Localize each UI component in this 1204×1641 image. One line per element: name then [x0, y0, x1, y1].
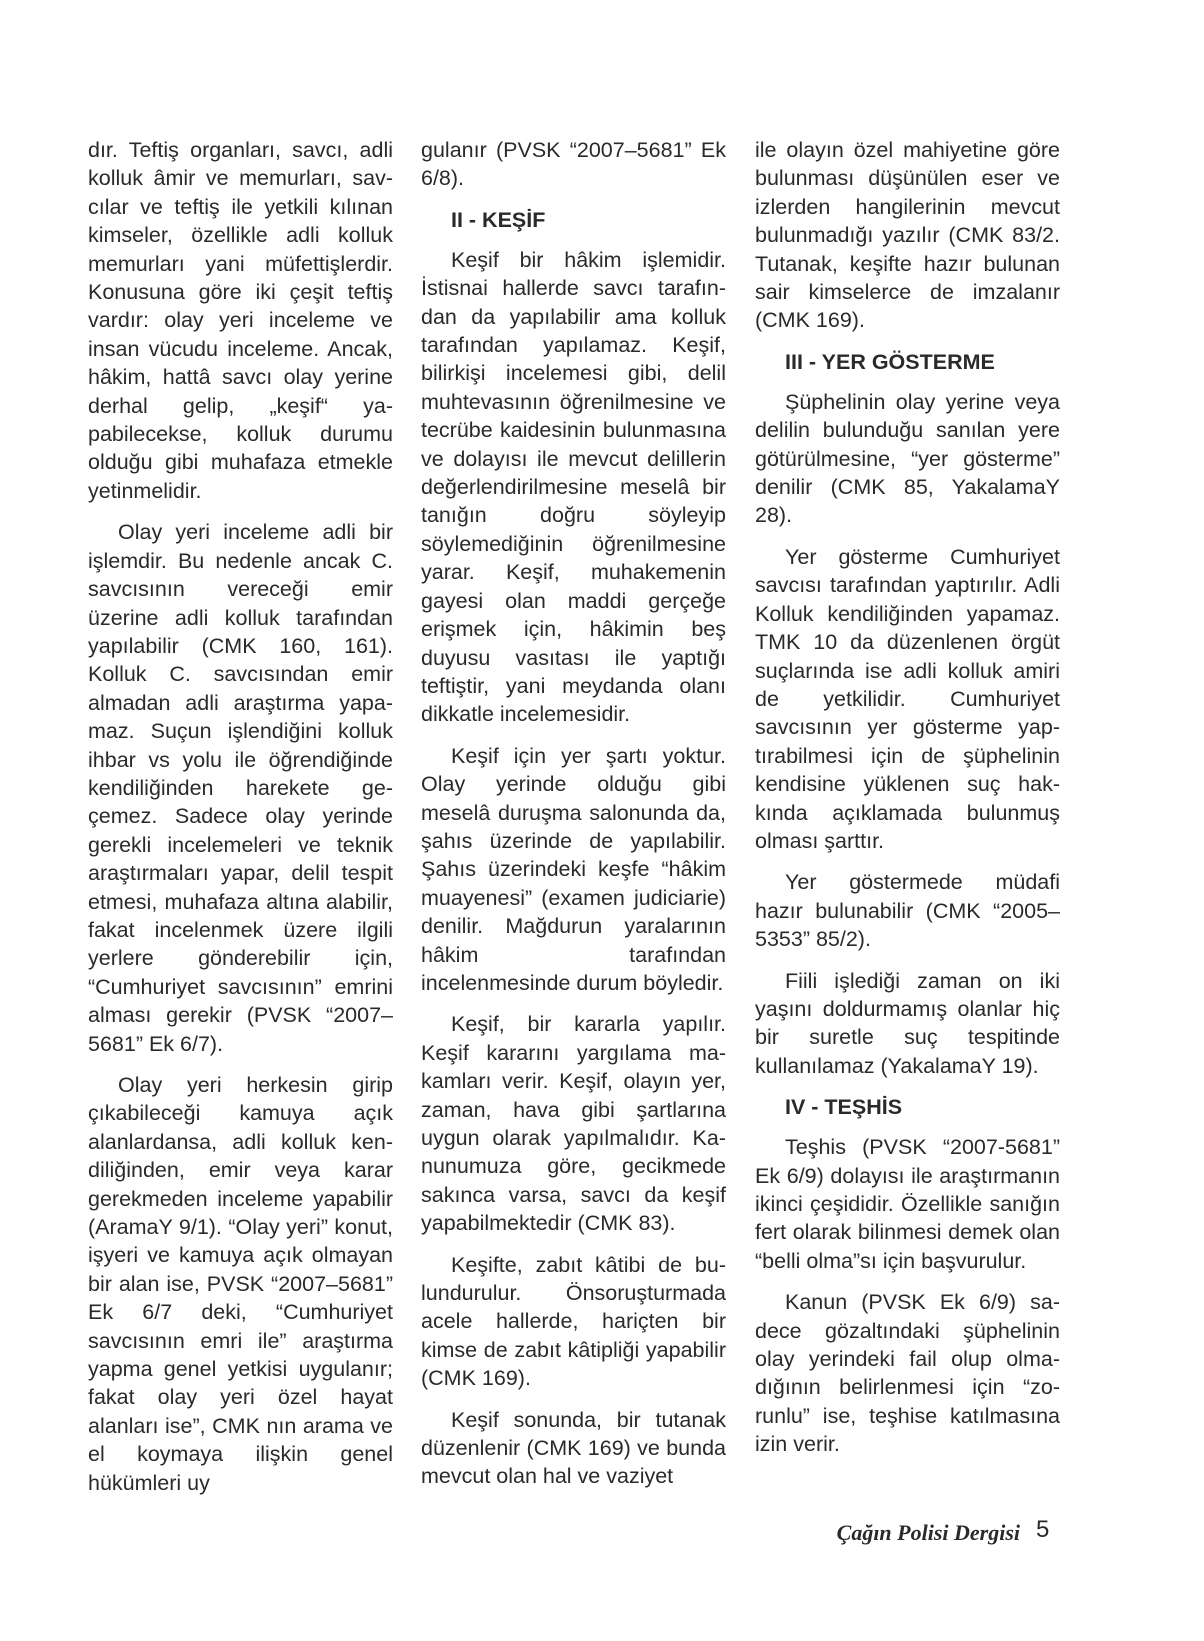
paragraph: Kanun (PVSK Ek 6/9) sadece gözaltındaki şüphelinin olay yerindeki fail olup olmadığının belirlenmesi için “zorunlu” ise, teşhise katılmasına izin verir. — [755, 1290, 1060, 1457]
paragraph: Keşif bir hâkim işlemidir. İstisnai hallerde savcı tarafından da yapılabilir ama kolluk tarafından yapılamaz. Keşif, bilirkişi incelemesi gibi, delil muhtevasının öğrenilmesine ve tecrübe kaidesinin bulunmasına ve dolayısı ile mevcut delillerin değerlendirilmesine meselâ bir tanığın doğru söyleyip söylemediğinin öğrenilmesine yarar. Keşif, muhakemenin gayesi olan maddi gerçeğe erişmek için, hâkimin beş duyusu vasıtası ile yaptığı teftiştir, yani meydanda olanı dikkatle incelemesidir. — [421, 247, 726, 727]
section-heading-teshis: IV - TEŞHİS — [785, 1095, 903, 1120]
paragraph: Olay yeri inceleme adli bir işlemdir. Bu nedenle ancak C. savcısının vereceği emir üzerine adli kolluk tarafından yapılabilir (CMK 160, 161). Kolluk C. savcısından emir almadan adli araştırma yapamaz. Suçun işlendiğini kolluk ihbar vs yolu ile öğrendiğinde kendiliğinden harekete geçemez. Sadece olay yerinde gerekli incelemeleri ve teknik araştırmaları yapar, delil tespit etmesi, muhafaza altına alabilir, fakat incelenmek üzere ilgili yerlere gönderebilir için, “Cumhuriyet savcısının” emrini alması gerekir (PVSK “2007–5681” Ek 6/7). — [88, 520, 393, 1056]
page-number: 5 — [1036, 1516, 1050, 1543]
paragraph: Olay yeri herkesin girip çıkabileceği kamuya açık alanlardansa, adli kolluk kendiliğinden, emir veya karar gerekmeden inceleme yapabilir (AramaY 9/1). “Olay yeri” konut, işyeri ve kamuya açık olmayan bir alan ise, PVSK “2007–5681” Ek 6/7 deki, “Cumhuriyet savcısının emri ile” araştırma yapma genel yetkisi uygulanır; fakat olay yeri özel hayat alanları ise”, CMK nın arama ve el koymaya ilişkin genel hükümleri uy — [88, 1073, 393, 1495]
paragraph: Yer gösterme Cumhuriyet savcısı tarafından yaptırılır. Adli Kolluk kendiliğinden yapamaz. TMK 10 da düzenlenen örgüt suçlarında ise adli kolluk amiri de yetkilidir. Cumhuriyet savcısının yer gösterme yaptırabilmesi için de şüphelinin kendisine yüklenen suç hakkında açıklamada bulunmuş olması şarttır. — [755, 544, 1060, 853]
journal-title: Çağın Polisi Dergisi — [836, 1520, 1020, 1545]
text-column-1 — [88, 136, 393, 1510]
section-heading-yer-gosterme: III - YER GÖSTERME — [785, 349, 995, 374]
paragraph: Yer göstermede müdafi hazır bulunabilir (CMK “2005–5353” 85/2). — [755, 870, 1060, 952]
paragraph: ile olayın özel mahiyetine göre bulunması düşünülen eser ve izlerden hangilerinin mevcut bulunmadığı yazılır (CMK 83/2. Tutanak, keşifte hazır bulunan sair kimselerce de imzalanır (CMK 169). — [755, 138, 1060, 333]
paragraph: Fiili işlediği zaman on iki yaşını doldurmamış olanlar hiç bir suretle suç tespitinde kullanılamaz (YakalamaY 19). — [755, 968, 1060, 1078]
paragraph: gulanır (PVSK “2007–5681” Ek 6/8). — [421, 138, 726, 191]
text-column-2 — [421, 136, 726, 1504]
paragraph: Keşif için yer şartı yoktur. Olay yerinde olduğu gibi meselâ duruşma salonunda da, şahıs üzerinde de yapılabilir. Şahıs üzerindeki keşfe “hâkim muayenesi” (examen judiciarie) denilir. Mağdurun yaralarının hâkim tarafından incelenmesinde durum böyledir. — [421, 743, 726, 995]
paragraph: Keşifte, zabıt kâtibi de bulundurulur. Önsoruşturmada acele hallerde, hariçten bir kimse de zabıt kâtipliği yapabilir (CMK 169). — [421, 1252, 726, 1391]
paragraph: Şüphelinin olay yerine veya delilin bulunduğu sanılan yere götürülmesine, “yer gösterme” denilir (CMK 85, YakalamaY 28). — [755, 389, 1060, 528]
paragraph: Keşif, bir kararla yapılır. Keşif kararını yargılama makamları verir. Keşif, olayın yer, zaman, hava gibi şartlarına uygun olarak yapılmalıdır. Kanunumuza göre, gecikmede sakınca varsa, savcı da keşif yapabilmektedir (CMK 83). — [421, 1012, 726, 1236]
section-heading-kesif: II - KEŞİF — [451, 207, 546, 232]
text-column-3 — [755, 136, 1060, 1472]
paragraph: Teşhis (PVSK “2007-5681” Ek 6/9) dolayısı ile araştırmanın ikinci çeşididir. Özellikle sanığın fert olarak bilinmesi demek olan “belli olma”sı için başvurulur. — [755, 1135, 1060, 1273]
paragraph: Keşif sonunda, bir tutanak düzenlenir (CMK 169) ve bunda mevcut olan hal ve vaziyet — [421, 1407, 726, 1489]
paragraph: dır. Teftiş organları, savcı, adli kolluk âmir ve memurları, savcılar ve teftiş ile yetkili kılınan kimseler, özellikle adli kolluk memurları yani müfettişlerdir. Konusuna göre iki çeşit teftiş vardır: olay yeri inceleme ve insan vücudu inceleme. Ancak, hâkim, hattâ savcı olay yerine derhal gelip, „keşif“ yapabilecekse, kolluk durumu olduğu gibi muhafaza etmekle yetinmelidir. — [88, 138, 393, 503]
